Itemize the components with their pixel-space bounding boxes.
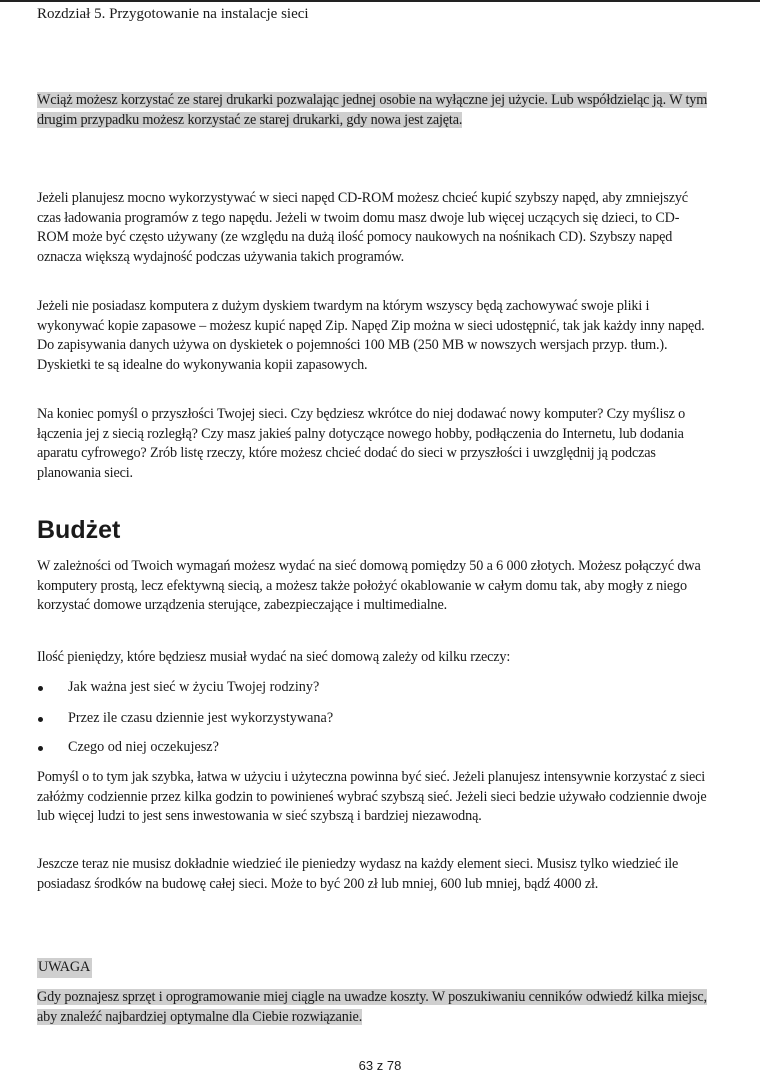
paragraph-cdrom: Jeżeli planujesz mocno wykorzystywać w sieci napęd CD-ROM możesz chcieć kupić szybszy napęd, aby zmniejszyć czas ładowania programów z tego napędu. Jeżeli w twoim domu masz dwoje lub więcej uczących się dzieci, to CD-ROM może być często używany (ze względu na dużą ilość pomocy naukowych na nośnikach CD). Szybszy napęd oznacza większą wydajność podczas używania takich programów. xyxy=(37,190,688,265)
section-heading xyxy=(37,515,709,545)
section-title: Budżet xyxy=(37,516,121,544)
list-item xyxy=(37,678,709,698)
highlighted-intro: Wciąż możesz korzystać ze starej drukarki pozwalając jednej osobie na wyłączne jej użycie. Lub współdzieląc ją. W tym drugim przypadku możesz korzystać ze starej drukarki, gdy nowa jest zajęta. xyxy=(37,92,708,128)
note-box xyxy=(37,988,709,1027)
body-paragraph xyxy=(37,768,709,827)
body-paragraph xyxy=(37,189,709,267)
chapter-title: Rozdział 5. Przygotowanie na instalacje sieci xyxy=(37,6,309,22)
page-number: 63 z 78 xyxy=(358,1058,402,1073)
chapter-header xyxy=(37,6,760,27)
paragraph-zip: Jeżeli nie posiadasz komputera z dużym dyskiem twardym na którym wszyscy będą zachowywać swoje pliki i wykonywać kopie zapasowe – możesz kupić napęd Zip. Napęd Zip można w sieci udostępnić, tak jak każdy inny napęd. Do zapisywania danych używa on dyskietek o pojemności 100 MB (250 MB w nowszych wersjach przyp. tłum.). Dyskietki te są idealne do wykonywania kopii zapasowych. xyxy=(37,298,705,373)
list-item xyxy=(37,738,709,758)
paragraph-budget-factors: Ilość pieniędzy, które będziesz musiał wydać na sieć domową zależy od kilku rzeczy: xyxy=(37,649,511,665)
paragraph-budget-range: W zależności od Twoich wymagań możesz wydać na sieć domową pomiędzy 50 a 6 000 złotych. Możesz połączyć dwa komputery prostą, lecz efektywną siecią, a możesz także położyć okablowanie w całym domu tak, aby mogły z niego korzystać domowe urządzenia sterujące, zabezpieczające i multimedialne. xyxy=(37,558,701,614)
body-paragraph xyxy=(37,405,709,483)
list-item-text: Jak ważna jest sieć w życiu Twojej rodziny? xyxy=(68,679,320,695)
note-label-row xyxy=(37,958,709,978)
bullet-icon xyxy=(38,686,43,691)
paragraph-costs: Jeszcze teraz nie musisz dokładnie wiedzieć ile pieniedzy wydasz na każdy element sieci. Musisz tylko wiedzieć ile posiadasz środków na budowę całej sieci. Może to być 200 zł lub mniej, 600 lub mniej, bądź 4000 zł. xyxy=(37,856,679,892)
bullet-icon xyxy=(38,746,43,751)
body-paragraph xyxy=(37,855,709,894)
intro-note xyxy=(37,91,709,130)
note-label: UWAGA xyxy=(37,958,92,978)
bullet-list xyxy=(37,678,709,758)
bullet-icon xyxy=(38,717,43,722)
list-item xyxy=(37,709,709,729)
body-paragraph xyxy=(37,557,709,616)
note-text: Gdy poznajesz sprzęt i oprogramowanie miej ciągle na uwadze koszty. W poszukiwaniu cenników odwiedź kilka miejsc, aby znaleźć najbardziej optymalne dla Ciebie rozwiązanie. xyxy=(37,989,707,1025)
list-item-text: Czego od niej oczekujesz? xyxy=(68,739,219,756)
list-item-text: Przez ile czasu dziennie jest wykorzystywana? xyxy=(68,709,334,726)
paragraph-speed: Pomyśl o to tym jak szybka, łatwa w użyciu i użyteczna powinna być sieć. Jeżeli planujesz intensywnie korzystać z sieci załóżmy codziennie przez kilka godzin to powinieneś wybrać szybszą sieć. Jeżeli sieci bedzie używało codziennie dwoje lub więcej ludzi to jest sens inwestowania w sieć szybszą i bardziej niezawodną. xyxy=(37,769,707,825)
body-paragraph xyxy=(37,648,709,668)
header-rule xyxy=(0,0,760,2)
body-paragraph xyxy=(37,297,709,375)
paragraph-future: Na koniec pomyśl o przyszłości Twojej sieci. Czy będziesz wkrótce do niej dodawać nowy komputer? Czy myślisz o łączenia jej z siecią rozległą? Czy masz jakieś palny dotyczące nowego hobby, podłączenia do Internetu, lub dodania aparatu cyfrowego? Zrób listę rzeczy, które możesz chcieć dodać do sieci w przyszłości i uwzględnij ją podczas planowania sieci. xyxy=(37,406,686,481)
